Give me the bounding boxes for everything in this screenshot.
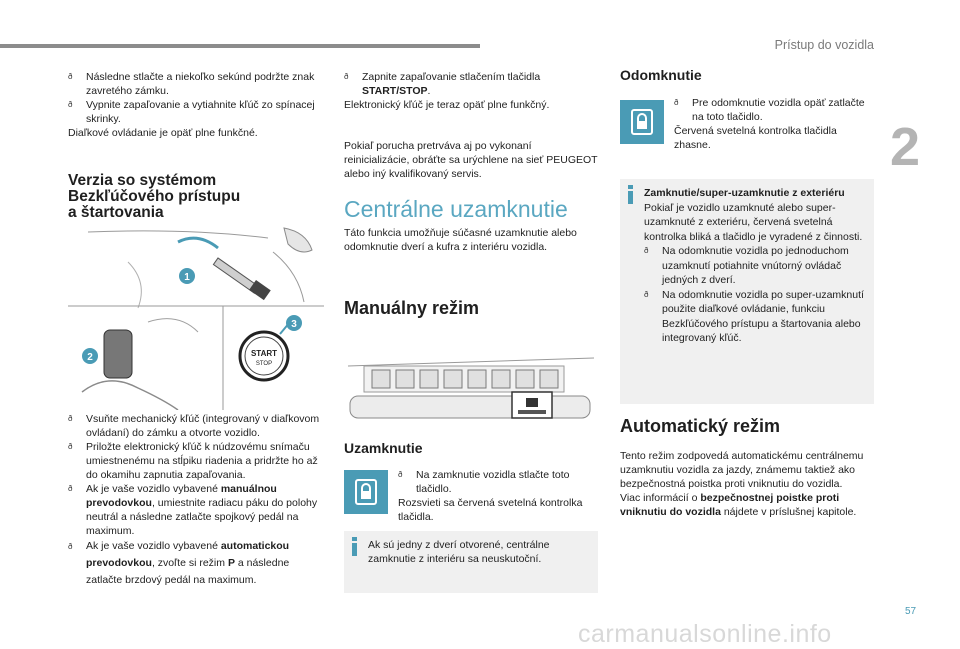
list-item: ð Vypnite zapaľovanie a vytiahnite kľúč zo spínacej skrinky. [68, 98, 323, 126]
section-title: Prístup do vozidla [774, 38, 874, 52]
lock-text-block [398, 468, 598, 524]
start-label: START [250, 349, 278, 358]
padlock-closed-icon [355, 479, 377, 505]
list-item: ð Na odomknutie vozidla po super-uzamknutí použite diaľkové ovládanie, funkciu Bezkľúčového prístupu a štartovania alebo integrovaný kľúč. [644, 288, 868, 346]
section-heading: Centrálne uzamknutie [344, 196, 568, 222]
unlock-heading-block [620, 68, 875, 82]
list-item: ð Vsuňte mechanický kľúč (integrovaný v diaľkovom ovládaní) do zámku a otvorte vozidlo. [68, 412, 323, 440]
paragraph: Elektronický kľúč je teraz opäť plne funkčný. [344, 99, 550, 111]
indicator-icon [518, 410, 546, 414]
list-item: ð Na odomknutie vozidla po jednoduchom uzamknutí potiahnite vnútorný ovládač jedných z dverí. [644, 244, 868, 288]
info-box-exterior [620, 179, 874, 404]
chapter-number: 2 [890, 117, 921, 177]
info-title: Zamknutie/super-uzamknutie z exteriéru [644, 187, 845, 199]
lock-icon-box [344, 470, 388, 514]
auto-mode-text-block [620, 449, 878, 519]
unlock-text-block [674, 96, 874, 152]
paragraph: Pokiaľ porucha pretrváva aj po vykonaní reinicializácie, obráťte sa urýchlene na sieť PEUGEOT alebo iný kvalifikovaný servis. [344, 140, 598, 180]
callout-1-label: 1 [184, 272, 190, 283]
info-box [344, 531, 598, 593]
section-heading-line: Verzia so systémom [68, 172, 217, 189]
left-column-bottom [68, 412, 323, 589]
section-heading: Uzamknutie [344, 440, 423, 456]
section-heading-line: a štartovania [68, 204, 164, 221]
watermark: carmanualsonline.info [578, 620, 832, 648]
manual-mode-heading-block [344, 298, 599, 318]
page-number: 57 [905, 606, 917, 617]
keyless-illustration [68, 222, 324, 410]
paragraph: Červená svetelná kontrolka tlačidla zhasne. [674, 125, 837, 151]
list-item: ð Pre odomknutie vozidla opäť zatlačte na toto tlačidlo. [674, 96, 874, 124]
remote-key-icon [104, 330, 132, 378]
keyless-heading-block [68, 173, 323, 221]
unlock-icon-box [620, 100, 664, 144]
info-text: Ak sú jedny z dverí otvorené, centrálne zamknutie z interiéru sa neuskutoční. [368, 539, 550, 565]
callout-3-label: 3 [291, 319, 297, 330]
console-strip-icon [350, 396, 590, 418]
auto-mode-heading-block [620, 416, 875, 436]
info-icon [352, 537, 357, 556]
padlock-icon [526, 398, 538, 407]
middle-column-top [344, 70, 599, 112]
list-item: ð Ak je vaše vozidlo vybavené manuálnou prevodovkou, umiestnite radiacu páku do polohy neutrál a následne zatlačte spojkový pedál na maximum. [68, 482, 323, 538]
paragraph: Táto funkcia umožňuje súčasné uzamknutie alebo odomknutie dverí a kufra z interiéru vozidla. [344, 227, 577, 253]
paragraph: Tento režim zodpovedá automatickému centrálnemu uzamknutiu vozidla za jazdy, známemu taktiež ako bezpečnostná poistka proti vniknutiu do vozidla. [620, 450, 864, 490]
list-item: ð Priložte elektronický kľúč k núdzovému snímaču umiestnenému na stĺpiku riadenia a pridržte ho až do okamihu zapnutia zapaľovania. [68, 440, 323, 482]
middle-para [344, 139, 599, 181]
list-item: ð Následne stlačte a niekoľko sekúnd podržte znak zavretého zámku. [68, 70, 323, 98]
list-item: ð Zapnite zapaľovanie stlačením tlačidla START/STOP. [344, 70, 599, 98]
callout-2-label: 2 [87, 352, 93, 363]
section-heading: Manuálny režim [344, 298, 480, 318]
paragraph: Viac informácií o bezpečnostnej poistke proti vniknutiu do vozidla nájdete v príslušnej kapitole. [620, 492, 857, 518]
paragraph: Pokiaľ je vozidlo uzamknuté alebo super-uzamknuté z exteriéru, červená svetelná kontrolka bliká a tlačidlo je vyradené z činnosti. [644, 201, 863, 243]
list-item: ð Na zamknutie vozidla stlačte toto tlačidlo. [398, 468, 598, 496]
section-heading: Odomknutie [620, 67, 702, 83]
paragraph: Diaľkové ovládanie je opäť plne funkčné. [68, 127, 258, 139]
paragraph: Rozsvieti sa červená svetelná kontrolka tlačidla. [398, 497, 583, 523]
stop-label: STOP [255, 361, 273, 367]
lock-heading-block [344, 441, 599, 455]
list-item: ð Ak je vaše vozidlo vybavené automatickou prevodovkou, zvoľte si režim P a následne zatlačte brzdový pedál na maximum. [68, 538, 323, 589]
section-heading-line: Bezkľúčového prístupu [68, 188, 241, 205]
dashboard-buttons-illustration [344, 352, 598, 428]
section-heading: Automatický režim [620, 416, 781, 436]
info-icon [628, 185, 633, 204]
info-content [644, 186, 868, 346]
central-locking-block [344, 196, 604, 254]
left-column-top [68, 70, 323, 140]
padlock-icon [631, 109, 653, 135]
header-rule [0, 44, 480, 48]
